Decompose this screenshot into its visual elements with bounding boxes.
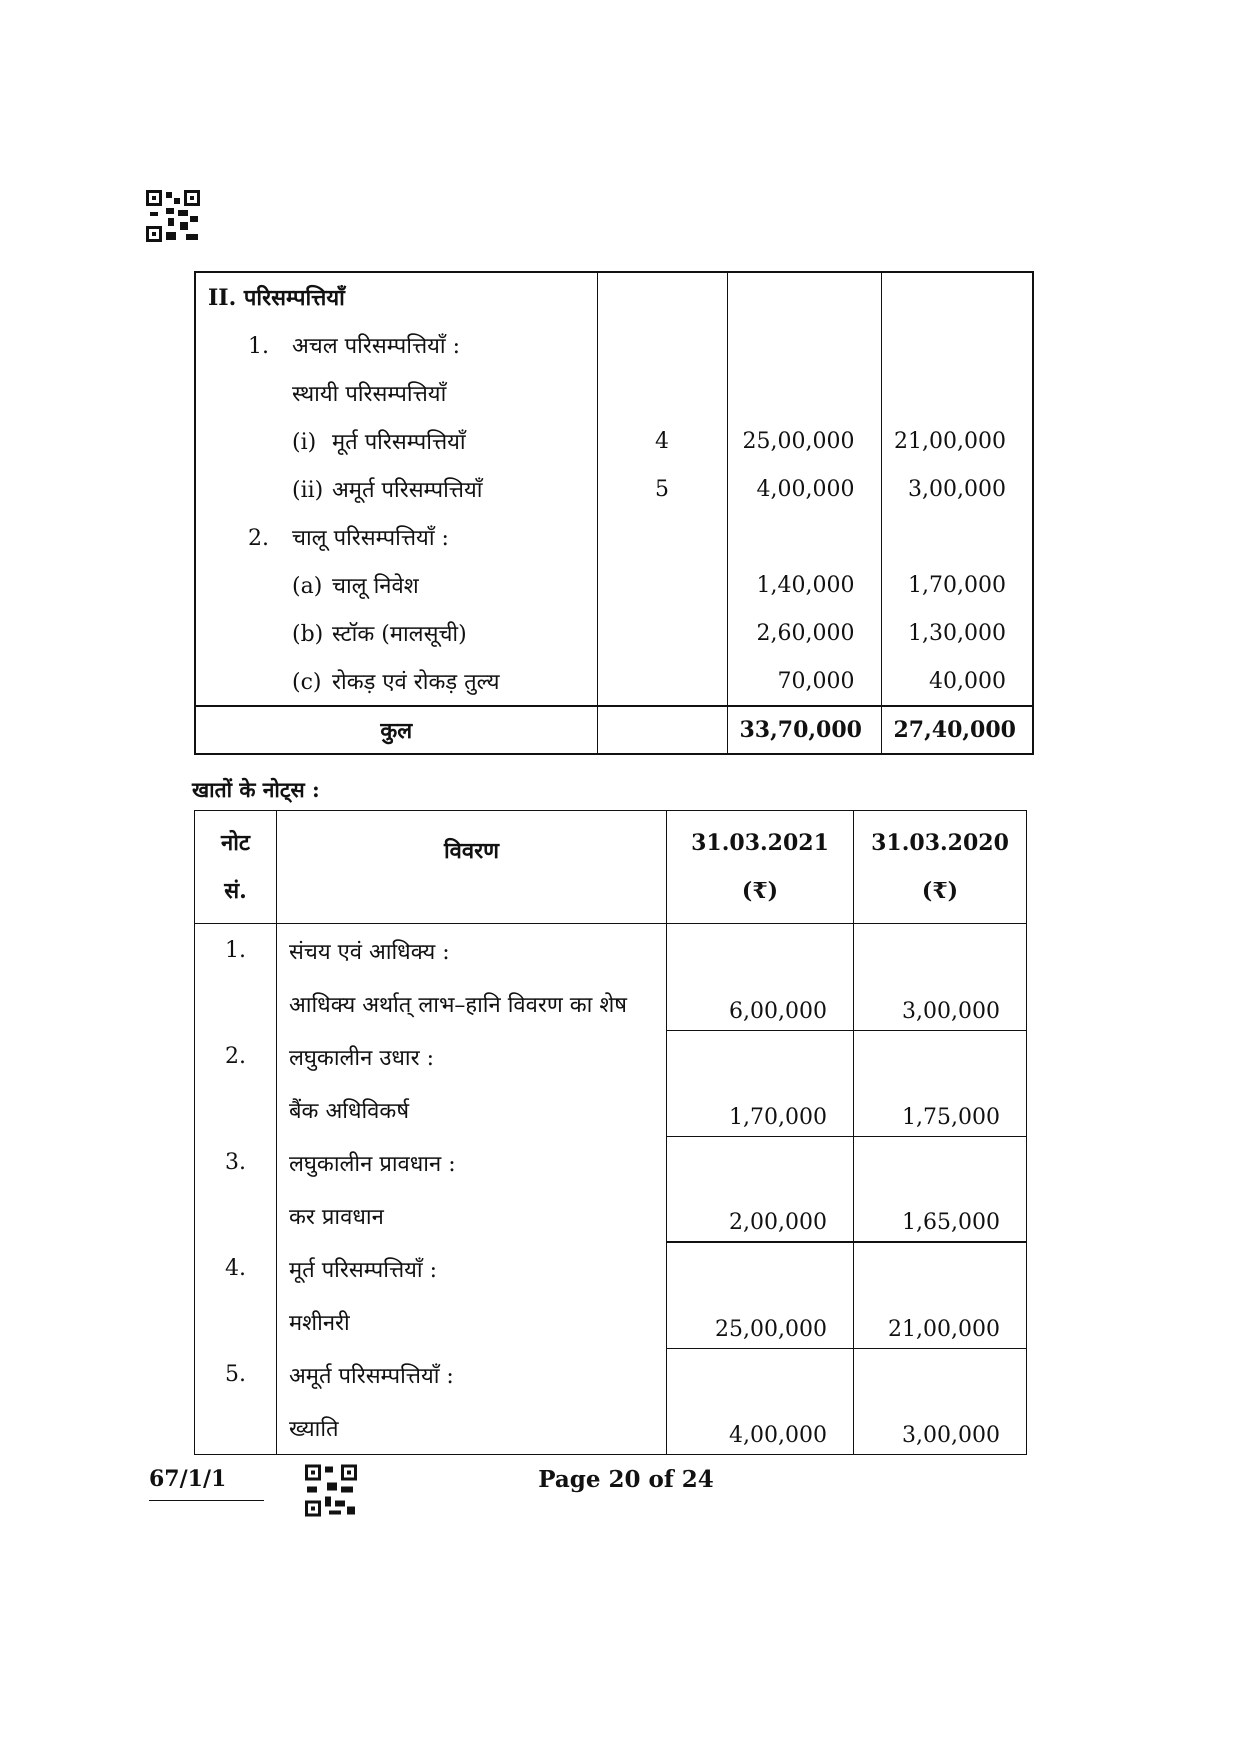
value-2020: 1,75,000: [854, 1030, 1027, 1136]
note-item: बैंक अधिविकर्ष: [277, 1083, 667, 1136]
note-title: लघुकालीन प्रावधान :: [277, 1136, 667, 1189]
note-group-title-row: [195, 1136, 1027, 1189]
note-number: 3.: [195, 1136, 277, 1189]
note-no-header: नोट सं.: [195, 811, 277, 924]
note-title: संचय एवं आधिक्य :: [277, 924, 667, 978]
header-row: [195, 811, 1027, 924]
note-group-title-row: [195, 1030, 1027, 1083]
note-item: ख्याति: [277, 1401, 667, 1455]
paper-code: 67/1/1: [149, 1466, 264, 1501]
balance-sheet-assets-table: [194, 271, 1034, 755]
qr-code-icon: [146, 190, 200, 242]
section-row: [195, 272, 1033, 321]
note-item: कर प्रावधान: [277, 1189, 667, 1242]
table-row: स्थायी परिसम्पत्तियाँ: [195, 369, 1033, 417]
notes-to-accounts-table: [194, 810, 1027, 1455]
table-row: (ii) अमूर्त परिसम्पत्तियाँ 5 4,00,000 3,00,000: [195, 465, 1033, 513]
value-2021: 2,00,000: [667, 1136, 854, 1242]
value-2020: 21,00,000: [854, 1242, 1027, 1348]
note-number: 1.: [195, 924, 277, 978]
note-group-title-row: [195, 1348, 1027, 1401]
value-2021: 25,00,000: [667, 1242, 854, 1348]
note-group-title-row: [195, 924, 1027, 978]
value-2021: 6,00,000: [667, 924, 854, 1031]
notes-heading: खातों के नोट्स :: [192, 777, 320, 802]
table-row: (c) रोकड़ एवं रोकड़ तुल्य 70,000 40,000: [195, 657, 1033, 706]
note-title: लघुकालीन उधार :: [277, 1030, 667, 1083]
table-row: (i) मूर्त परिसम्पत्तियाँ 4 25,00,000 21,00,000: [195, 417, 1033, 465]
table-row: 1. अचल परिसम्पत्तियाँ :: [195, 321, 1033, 369]
table-row: 2. चालू परिसम्पत्तियाँ :: [195, 513, 1033, 561]
particulars-header: विवरण: [277, 811, 667, 924]
table-row: (b) स्टॉक (मालसूची) 2,60,000 1,30,000: [195, 609, 1033, 657]
note-group-title-row: [195, 1242, 1027, 1295]
note-title: अमूर्त परिसम्पत्तियाँ :: [277, 1348, 667, 1401]
total-row: कुल 33,70,000 27,40,000: [195, 706, 1033, 754]
page-number: Page 20 of 24: [538, 1466, 714, 1493]
value-2020: 3,00,000: [854, 924, 1027, 1031]
note-item: आधिक्य अर्थात् लाभ–हानि विवरण का शेष: [277, 977, 667, 1030]
note-title: मूर्त परिसम्पत्तियाँ :: [277, 1242, 667, 1295]
value-2020: 3,00,000: [854, 1348, 1027, 1455]
table-row: (a) चालू निवेश 1,40,000 1,70,000: [195, 561, 1033, 609]
col-2020-header: 31.03.2020 (₹): [854, 811, 1027, 924]
col-2021-header: 31.03.2021 (₹): [667, 811, 854, 924]
value-2020: 1,65,000: [854, 1136, 1027, 1242]
value-2021: 1,70,000: [667, 1030, 854, 1136]
section-title: II. परिसम्पत्तियाँ: [195, 272, 597, 321]
note-item: मशीनरी: [277, 1295, 667, 1348]
note-number: 2.: [195, 1030, 277, 1083]
value-2021: 4,00,000: [667, 1348, 854, 1455]
note-number: 4.: [195, 1242, 277, 1295]
note-number: 5.: [195, 1348, 277, 1401]
